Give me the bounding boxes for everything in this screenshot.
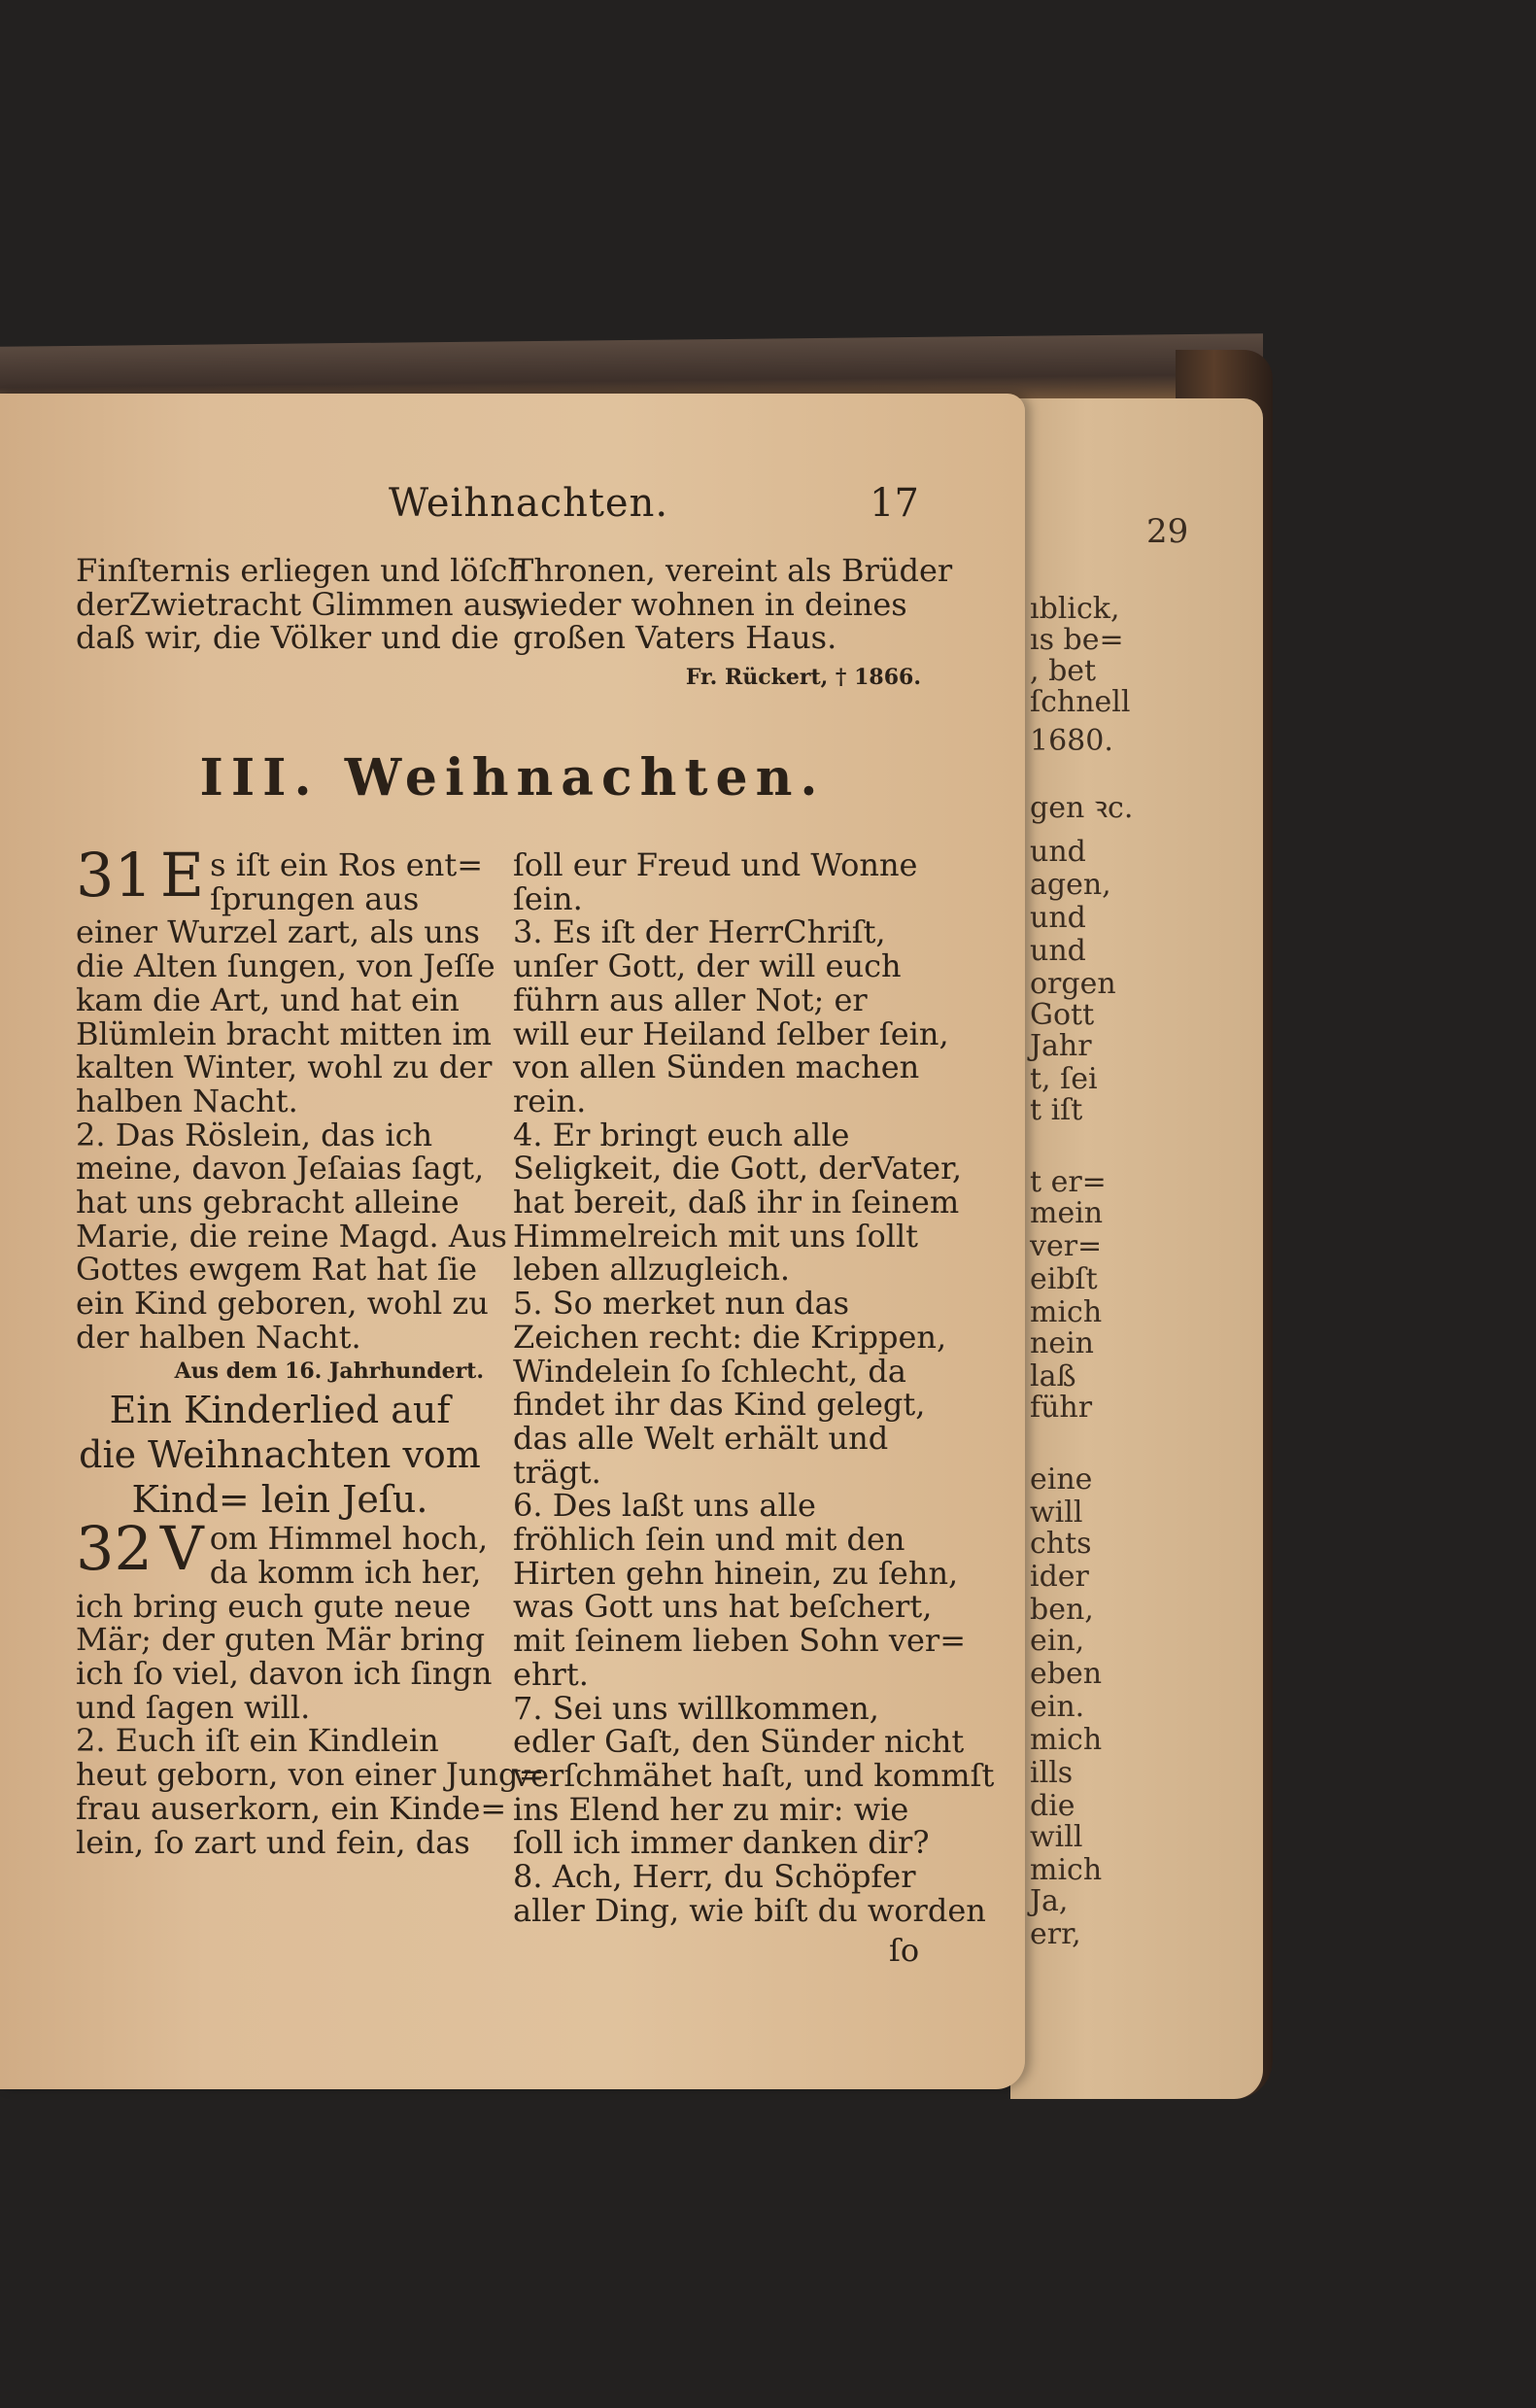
back-page-fragment: und [1030,835,1086,869]
back-page-fragment: ıblick, [1030,592,1120,626]
text-line: mit ſeinem lieben Sohn ver= [513,1622,966,1660]
back-page-fragment: gen ꝛc. [1030,791,1134,825]
back-page-fragment: führ [1030,1391,1093,1425]
back-page-fragment: chts [1030,1527,1092,1561]
back-page-fragment: eibſt [1030,1262,1098,1296]
back-page-fragment: err, [1030,1917,1081,1951]
back-page-fragment: orgen [1030,967,1116,1001]
text-line: 2. Euch iſt ein Kindlein [76,1722,439,1760]
text-line: fröhlich ſein und mit den [513,1521,905,1559]
text-line: Marie, die reine Magd. Aus [76,1217,507,1255]
section-title: III. Weihnachten. [199,748,826,808]
top-right-column [513,552,953,695]
text-line: ins Elend her zu mir: wie [513,1790,909,1828]
book-page [0,394,1025,2089]
text-line: verſchmähet haſt, und kommſt [513,1756,995,1794]
text-line: 4. Er bringt euch alle [513,1116,850,1153]
text-line: will eur Heiland ſelber ſein, [513,1015,949,1052]
text-line: heut geborn, von einer Jung= [76,1756,545,1794]
text-line: 8. Ach, Herr, du Schöpfer [513,1858,916,1896]
text-line: 3. Es iſt der HerrChriſt, [513,913,886,951]
text-line: ich bring euch gute neue [76,1587,471,1625]
text-line: derZwietracht Glimmen aus, [76,585,529,623]
back-page-fragment: und [1030,901,1086,935]
text-line: Finſternis erliegen und löſch [76,552,529,589]
back-page-fragment: laß [1030,1359,1076,1393]
text-line: 7. Sei uns willkommen, [513,1689,879,1727]
text-line: edler Gaſt, den Sünder nicht [513,1723,965,1761]
back-page-fragment: ſchnell [1030,685,1131,719]
text-line: der halben Nacht. [76,1318,361,1356]
attribution: Fr. Rückert, † 1866. [685,665,921,691]
text-line: hat bereit, daß ihr in ſeinem [513,1184,960,1221]
text-line: Thronen, vereint als Brüder [513,552,953,589]
text-line: daß wir, die Völker und die [76,619,499,657]
text-line: führn aus aller Not; er [513,980,868,1018]
text-line: Hirten gehn hinein, zu ſehn, [513,1554,959,1592]
running-head: Weihnachten. [389,481,669,526]
page-number: 17 [870,481,919,526]
text-line: frau auserkorn, ein Kinde= [76,1789,507,1827]
text-line: 2. Das Röslein, das ich [76,1116,433,1153]
back-page-fragment: t, ſei [1030,1062,1098,1096]
text-line: ſoll eur Freud und Wonne [513,846,918,883]
back-page-fragment: ills [1030,1756,1074,1790]
text-line: Mär; der guten Mär bring [76,1621,486,1659]
text-line: 5. So merket nun das [513,1285,849,1323]
attribution: Aus dem 16. Jahrhundert. [174,1358,484,1384]
text-line: ſoll ich immer danken dir? [513,1824,930,1862]
back-page-fragment: agen, [1030,868,1111,902]
catchword: ſo [889,1932,920,1969]
text-line: s iſt ein Ros ent= [210,846,483,883]
hymn-32 [76,1513,545,1861]
text-line: Zeichen recht: die Krippen, [513,1318,947,1356]
text-line: großen Vaters Haus. [513,619,837,657]
back-page-fragment: mich [1030,1853,1103,1887]
back-page-fragment: ıs be= [1030,623,1124,657]
back-page-fragment: und [1030,934,1086,968]
back-page-fragment: Jahr [1030,1029,1092,1063]
text-line: halben Nacht. [76,1082,298,1119]
text-line: kalten Winter, wohl zu der [76,1049,493,1086]
back-page-fragment: mich [1030,1295,1103,1329]
back-page-fragment: Ja, [1030,1884,1069,1918]
text-line: einer Wurzel zart, als uns [76,913,480,951]
back-page-fragment: nein [1030,1326,1094,1360]
text-line: und ſagen will. [76,1688,311,1726]
back-page-fragment: mich [1030,1723,1103,1757]
left-column [76,840,545,1861]
text-line: da komm ich her, [209,1553,482,1591]
text-line: wieder wohnen in deines [513,585,907,623]
back-page-fragment: ben, [1030,1593,1094,1627]
right-column [513,846,995,1929]
text-line: die Alten ſungen, von Jeſſe [76,947,495,985]
back-page-fragment: eben [1030,1657,1103,1691]
drop-cap: V [159,1513,204,1585]
text-line: om Himmel hoch, [209,1520,489,1558]
text-line: Windelein ſo ſchlecht, da [513,1352,906,1390]
hymn-number: 31 [76,840,153,911]
text-line: ein Kind geboren, wohl zu [76,1285,489,1323]
text-line: leben allzugleich. [513,1251,790,1289]
back-page-fragment: die [1030,1789,1075,1823]
text-line: hat uns gebracht alleine [76,1184,460,1221]
text-line: das alle Welt erhält und [513,1419,889,1457]
drop-cap: E [159,840,205,911]
text-line: Himmelreich mit uns ſollt [513,1217,919,1255]
back-page-number: 29 [1146,512,1189,551]
text-line: was Gott uns hat beſchert, [513,1588,933,1626]
back-page-fragment: eine [1030,1462,1093,1496]
hymn-number: 32 [76,1513,153,1585]
text-line: ſein. [513,879,583,917]
song-title: Ein Kinderlied auf die Weihnachten vom Kind= lein Jeſu. [79,1389,481,1522]
back-page-fragment: ver= [1030,1229,1103,1263]
text-line: meine, davon Jeſaias ſagt, [76,1150,485,1187]
back-page-fragment: , bet [1030,654,1097,688]
back-page-fragment: ein. [1030,1690,1085,1724]
back-page-fragment: ider [1030,1560,1089,1594]
back-page-fragment: 1680. [1030,724,1113,758]
text-line: ehrt. [513,1655,589,1693]
text-line: unſer Gott, der will euch [513,947,902,985]
text-line: kam die Art, und hat ein [76,980,460,1018]
text-line: Blümlein bracht mitten im [76,1015,492,1052]
text-line: ich ſo viel, davon ich ſingn [76,1655,493,1693]
back-page-fragment: will [1030,1820,1083,1854]
back-page-fragment: t iſt [1030,1093,1083,1127]
text-line: ſprungen aus [210,879,420,917]
next-page [1010,398,1263,2099]
text-line: Gottes ewgem Rat hat ſie [76,1251,478,1289]
text-line: von allen Sünden machen [513,1049,920,1086]
text-line: 6. Des laßt uns alle [513,1487,816,1525]
text-line: lein, ſo zart und fein, das [76,1823,470,1861]
back-page-fragment: t er= [1030,1165,1107,1199]
back-page-fragment: ein, [1030,1624,1085,1658]
text-line: rein. [513,1082,587,1119]
text-line: Seligkeit, die Gott, derVater, [513,1150,963,1187]
back-page-fragment: will [1030,1496,1083,1530]
back-page-fragment: Gott [1030,998,1095,1032]
back-page-fragment: mein [1030,1196,1104,1230]
top-left-column [76,552,529,657]
text-line: trägt. [513,1453,601,1491]
text-line: aller Ding, wie biſt du worden [513,1891,986,1929]
hymn-31 [76,840,507,1388]
text-line: findet ihr das Kind gelegt, [513,1386,926,1424]
